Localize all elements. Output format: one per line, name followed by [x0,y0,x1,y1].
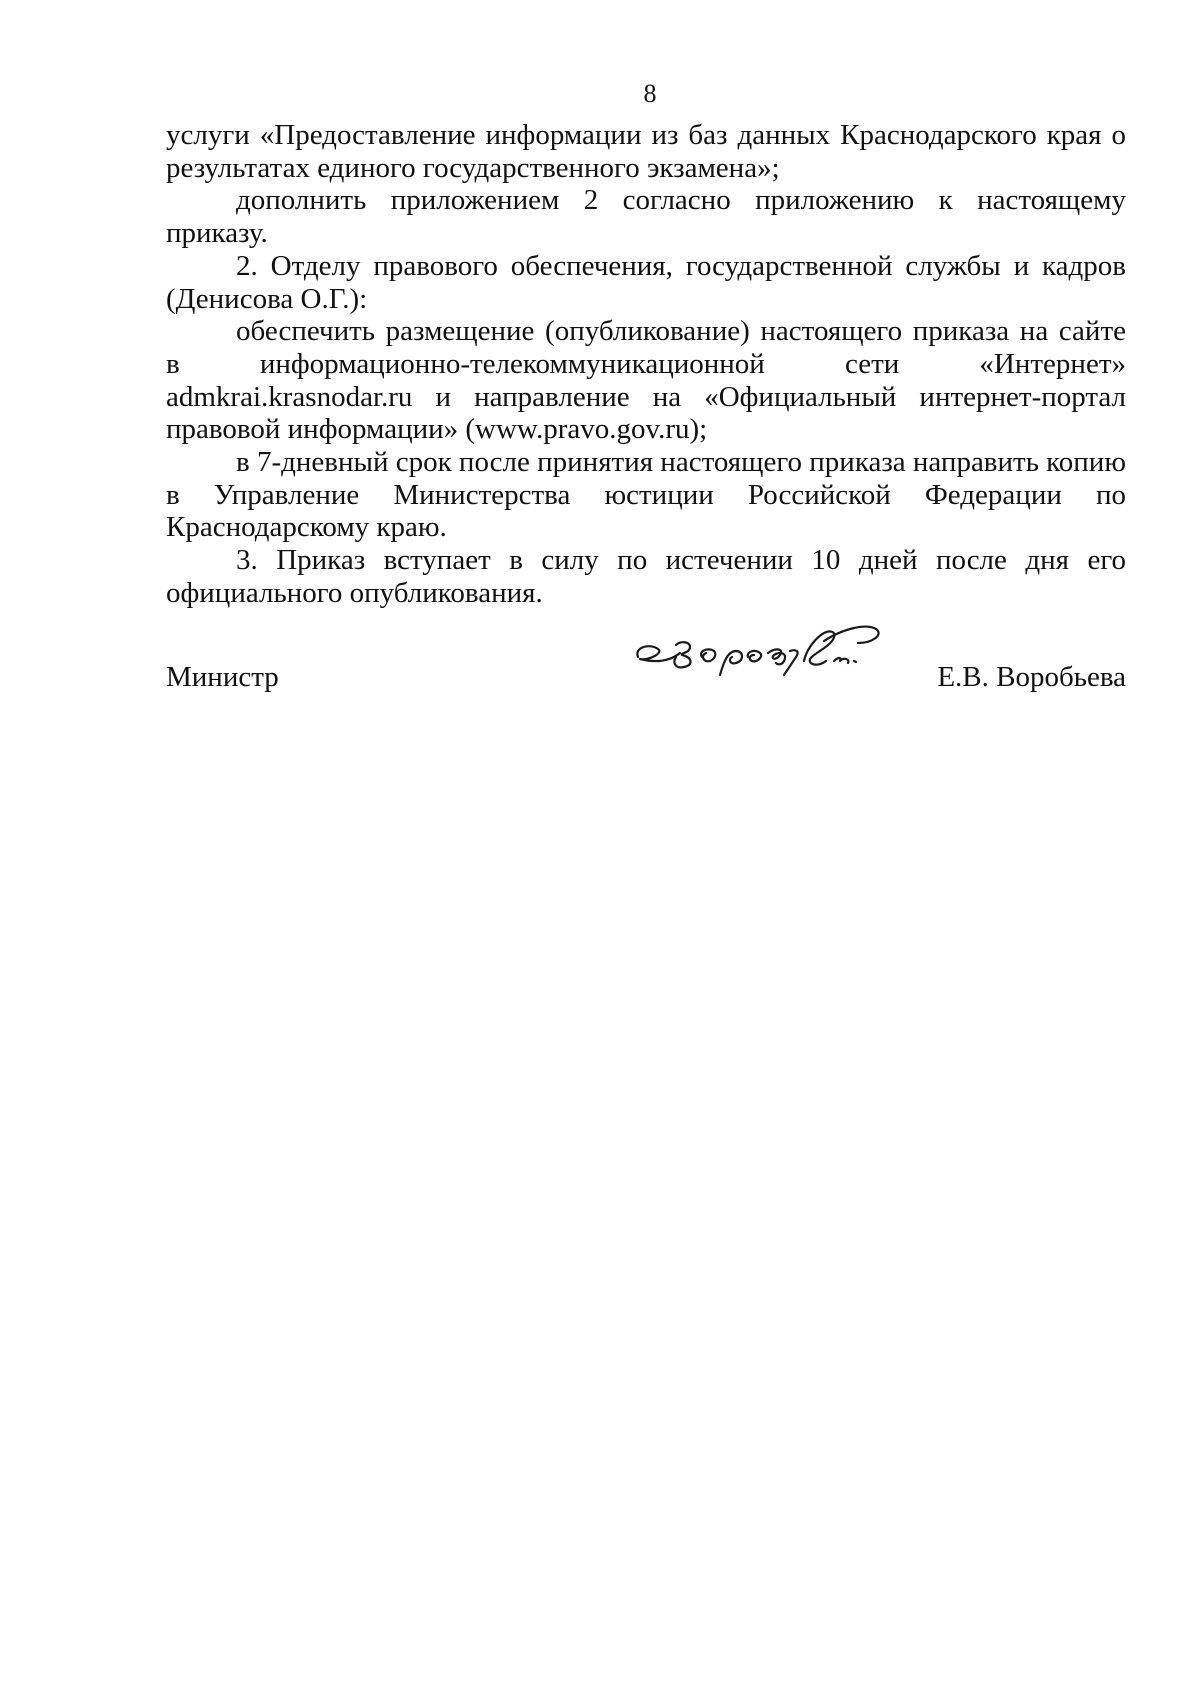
paragraph: обеспечить размещение (опубликование) настоящего приказа на сайте в информационно-телекоммуникационной сети «Интернет» admkrai.krasnodar.ru и направление на «Официальный интернет-портал правовой информации» (www.pravo.gov.ru); [166,315,1126,446]
document-body [166,119,1126,610]
page-number: 8 [643,79,657,108]
paragraph: дополнить приложением 2 согласно приложению к настоящему приказу. [166,184,1126,250]
paragraph: в 7-дневный срок после принятия настоящего приказа направить копию в Управление Министерства юстиции Российской Федерации по Краснодарскому краю. [166,446,1126,544]
paragraph: 2. Отделу правового обеспечения, государственной службы и кадров (Денисова О.Г.): [166,249,1126,315]
paragraph: 3. Приказ вступает в силу по истечении 10 дней после дня его официального опубликования. [166,544,1126,609]
signatory-name: Е.В. Воробьева [937,661,1126,693]
paragraph: услуги «Предоставление информации из баз данных Краснодарского края о результатах единого государственного экзамена»; [166,119,1126,184]
signature-block [166,625,1126,693]
signatory-title: Министр [166,661,279,693]
handwritten-signature [628,617,898,689]
